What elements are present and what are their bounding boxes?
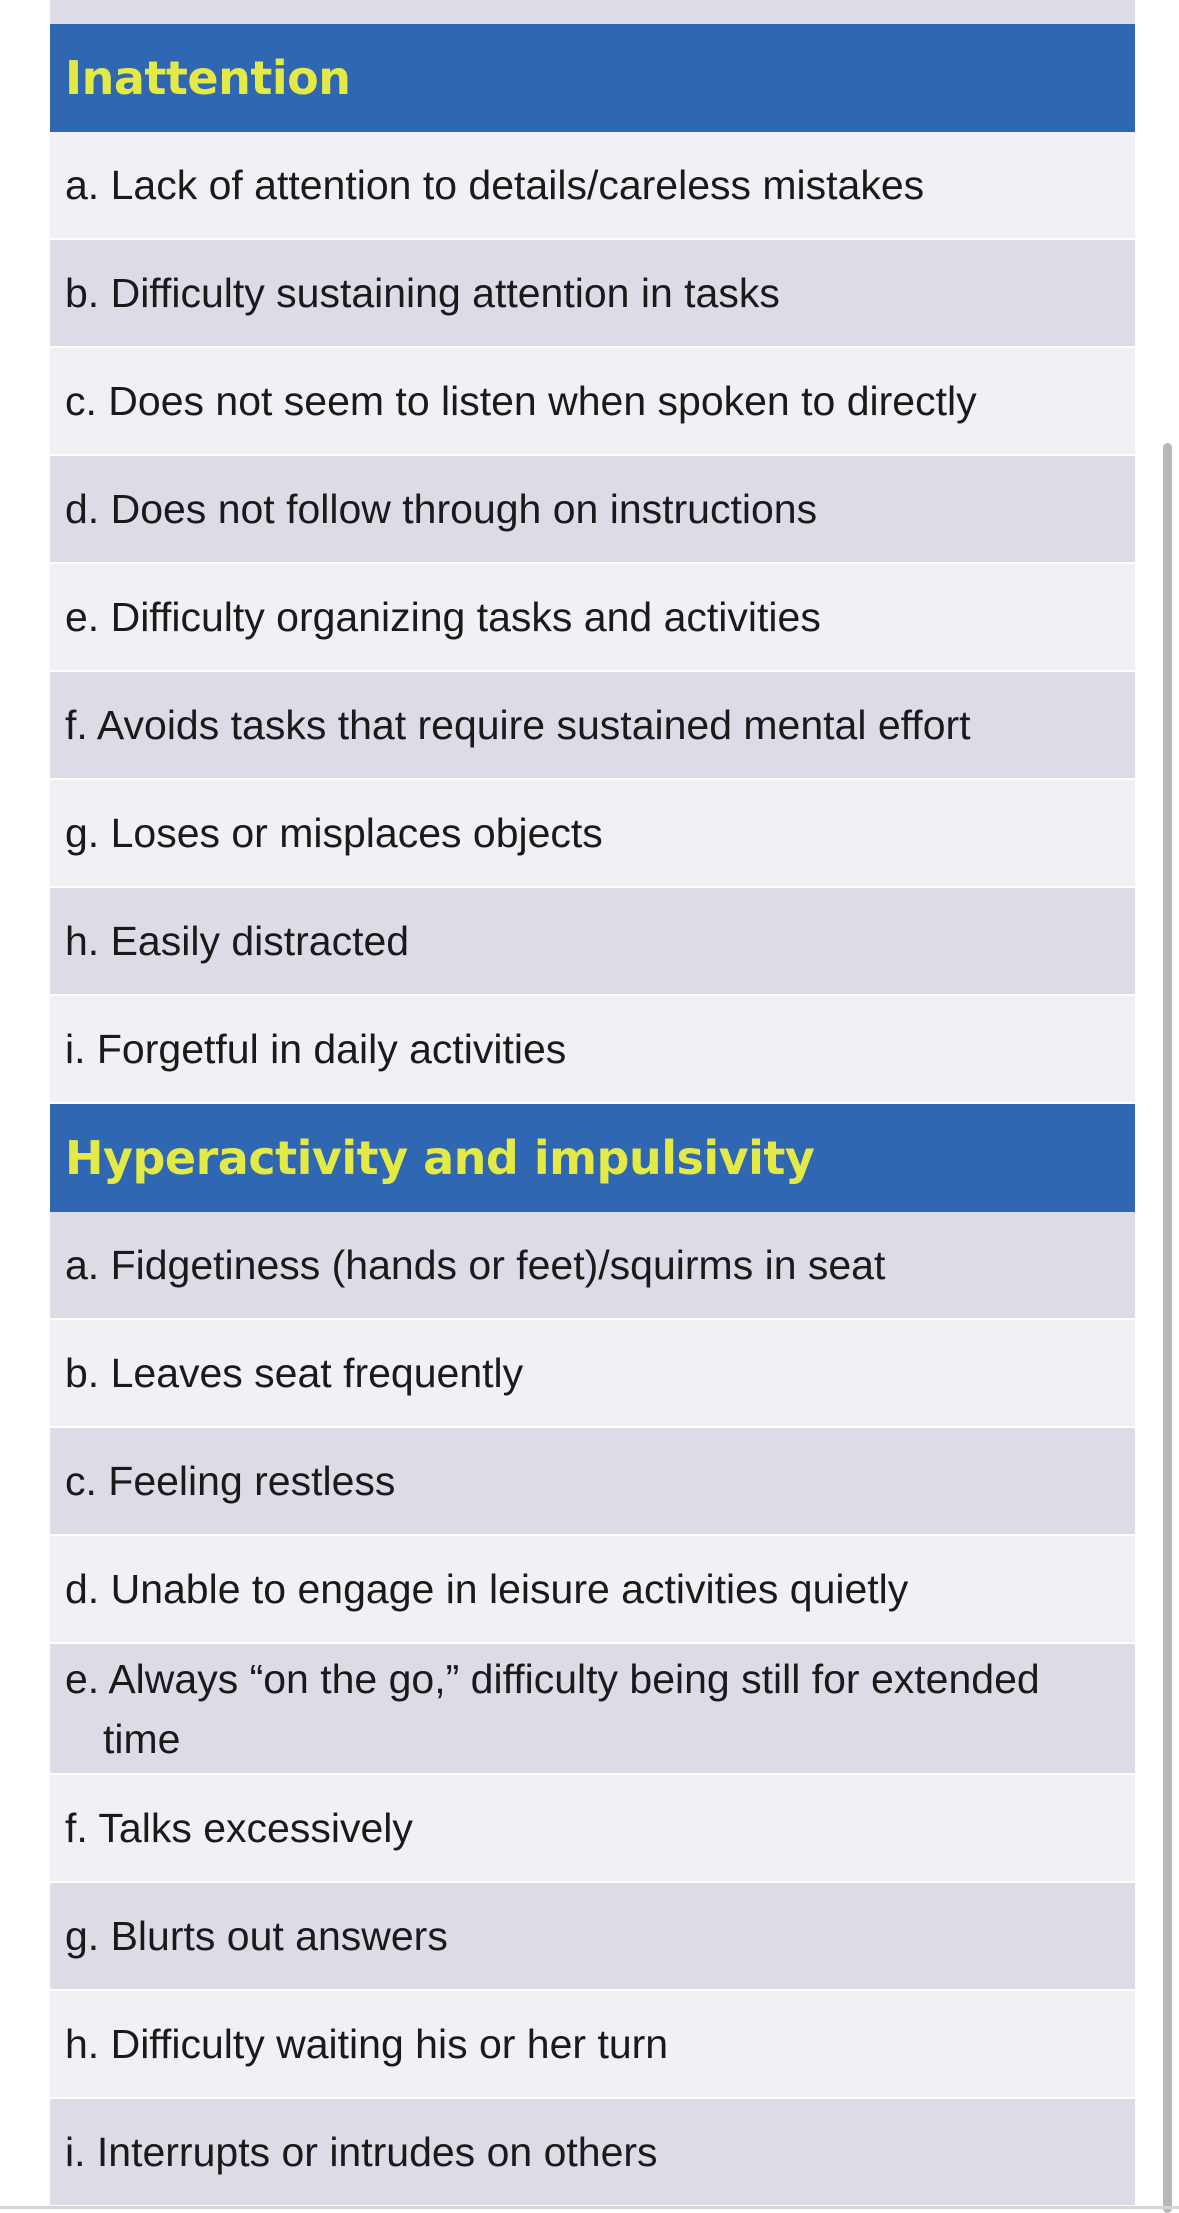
symptom-table <box>50 0 1135 2207</box>
row-text: e. Difficulty organizing tasks and activities <box>65 593 821 640</box>
row-text: i. Interrupts or intrudes on others <box>65 2128 658 2175</box>
row-text: b. Difficulty sustaining attention in tasks <box>65 269 780 316</box>
table-row <box>50 456 1135 564</box>
row-text: d. Unable to engage in leisure activities quietly <box>65 1565 909 1612</box>
row-text: c. Feeling restless <box>65 1457 396 1504</box>
table-row <box>50 2099 1135 2207</box>
section-title: Hyperactivity and impulsivity <box>65 1131 815 1185</box>
row-text: g. Blurts out answers <box>65 1912 448 1959</box>
table-row <box>50 888 1135 996</box>
table-row <box>50 672 1135 780</box>
table-row <box>50 1991 1135 2099</box>
row-text: a. Fidgetiness (hands or feet)/squirms in seat <box>65 1241 886 1288</box>
row-text: h. Easily distracted <box>65 917 410 964</box>
section-header-hyperactivity <box>50 1104 1135 1212</box>
row-text: i. Forgetful in daily activities <box>65 1025 567 1072</box>
table-row <box>50 1428 1135 1536</box>
section-header-inattention <box>50 24 1135 132</box>
table-row <box>50 240 1135 348</box>
table-row <box>50 1320 1135 1428</box>
row-text: b. Leaves seat frequently <box>65 1349 524 1396</box>
table-row <box>50 1536 1135 1644</box>
vertical-scrollbar[interactable] <box>1163 443 1172 2213</box>
table-top-row-fragment <box>50 0 1135 24</box>
table-row <box>50 1775 1135 1883</box>
table-row <box>50 1212 1135 1320</box>
table-row <box>50 996 1135 1104</box>
table-row <box>50 1644 1135 1775</box>
table-row <box>50 1883 1135 1991</box>
table-row <box>50 564 1135 672</box>
row-text: h. Difficulty waiting his or her turn <box>65 2020 669 2067</box>
row-text: e. Always “on the go,” difficulty being still for extended time <box>65 1655 1040 1762</box>
row-text: a. Lack of attention to details/careless mistakes <box>65 161 925 208</box>
row-text: f. Avoids tasks that require sustained mental effort <box>65 701 971 748</box>
table-row <box>50 132 1135 240</box>
row-text: d. Does not follow through on instructions <box>65 485 818 532</box>
bottom-divider <box>0 2206 1179 2209</box>
row-text: f. Talks excessively <box>65 1804 413 1851</box>
table-row <box>50 780 1135 888</box>
row-text: g. Loses or misplaces objects <box>65 809 603 856</box>
row-text: c. Does not seem to listen when spoken to directly <box>65 377 977 424</box>
section-title: Inattention <box>65 51 351 105</box>
table-row <box>50 348 1135 456</box>
